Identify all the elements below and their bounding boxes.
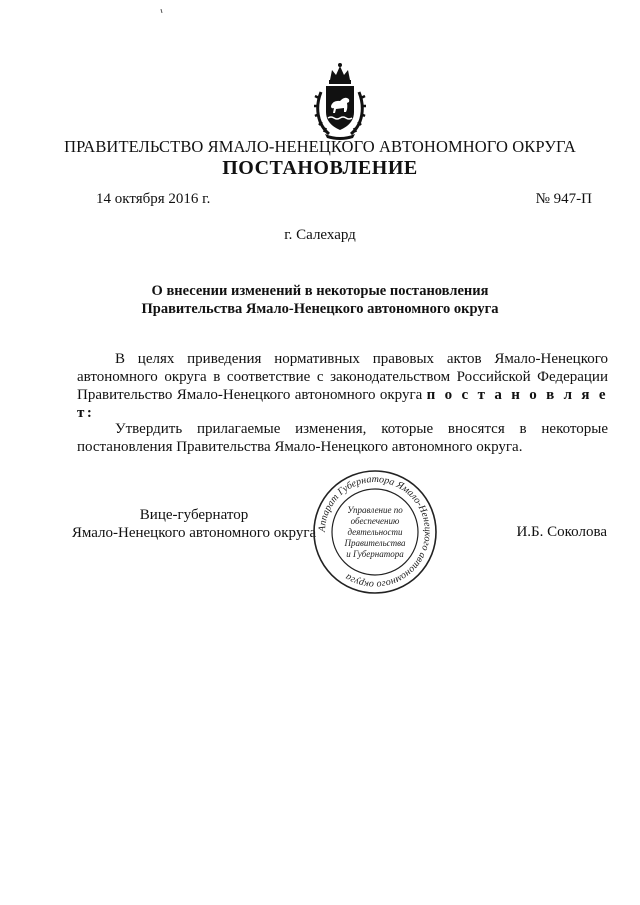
stamp-line-2: обеспечению xyxy=(350,516,400,526)
paragraph-1-text: В целях приведения нормативных правовых актов Ямало-Ненецкого автономного округа в соответствие с законодательством Российской Федерации Правительство Ямало-Ненецкого автономного округа xyxy=(77,351,608,403)
decree-keyword: п о с т а н о в л я е т: xyxy=(77,387,608,421)
signatory-title xyxy=(64,506,324,542)
official-stamp xyxy=(312,469,438,595)
body-paragraph-2: Утвердить прилагаемые изменения, которые вносятся в некоторые постановления Правительства Ямало-Ненецкого автономного округа. xyxy=(77,421,608,455)
government-name: ПРАВИТЕЛЬСТВО ЯМАЛО-НЕНЕЦКОГО АВТОНОМНОГО ОКРУГА xyxy=(64,137,576,156)
document-date: 14 октября 2016 г. xyxy=(96,191,211,207)
signatory-title-line-2: Ямало-Ненецкого автономного округа xyxy=(71,525,317,541)
stamp-line-1: Управление по xyxy=(347,505,403,515)
stamp-ring-text: Аппарат Губернатора Ямало-Ненецкого автономного округа xyxy=(316,473,434,591)
stamp-line-4: Правительства xyxy=(344,538,406,548)
stamp-line-5: и Губернатора xyxy=(346,549,404,559)
stamp-line-3: деятельности xyxy=(347,527,403,537)
scan-mark xyxy=(160,0,163,4)
subject-line-1: О внесении изменений в некоторые постановления xyxy=(151,283,489,299)
coat-of-arms-icon xyxy=(313,62,367,140)
document-type: ПОСТАНОВЛЕНИЕ xyxy=(222,157,418,179)
document-number: № 947-П xyxy=(535,191,592,207)
signatory-name: И.Б. Соколова xyxy=(516,524,607,540)
subject-line-2: Правительства Ямало-Ненецкого автономного округа xyxy=(141,301,499,317)
document-subject xyxy=(0,282,640,318)
document-city: г. Салехард xyxy=(284,227,356,243)
body-paragraph-1 xyxy=(77,350,608,422)
signatory-title-line-1: Вице-губернатор xyxy=(139,507,249,523)
